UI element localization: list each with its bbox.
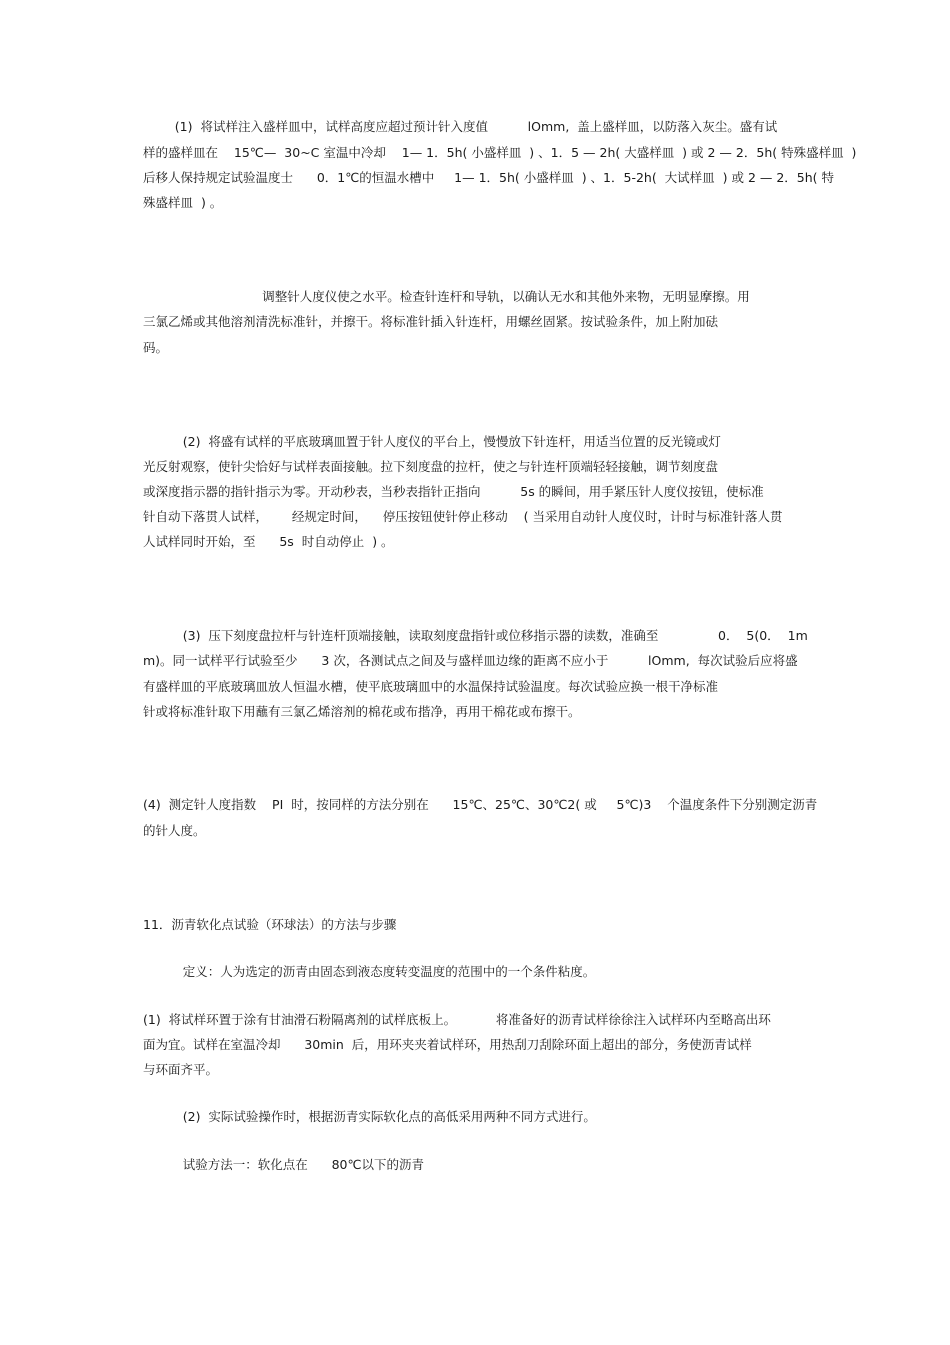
text-line: (2) 实际试验操作时，根据沥青实际软化点的高低采用两种不同方式进行。: [143, 1109, 596, 1124]
text-line: 码。: [143, 340, 169, 355]
text-line: 人试样同时开始，至 5s 时自动停止 ) 。: [143, 534, 394, 549]
text-line: 调整针人度仪使之水平。检查针连杆和导轨，以确认无水和其他外来物，无明显摩擦。用: [143, 289, 750, 304]
text-line: 光反射观察，使针尖恰好与试样表面接触。拉下刻度盘的拉杆，使之与针连杆顶端轻轻接触，调节刻度盘: [143, 459, 719, 474]
text-line: 样的盛样皿在 15℃— 30~C 室温中冷却 1— 1．5h( 小盛样皿 ) 、1．5 — 2h( 大盛样皿 ) 或 2 — 2．5h( 特殊盛样皿 ): [143, 145, 857, 160]
text-line: 殊盛样皿 ) 。: [143, 195, 223, 210]
text-line: 试验方法一：软化点在 80℃以下的沥青: [143, 1157, 425, 1172]
text-line: 面为宜。试样在室温冷却 30min 后，用环夹夹着试样环，用热刮刀刮除环面上超出的部分，务使沥青试样: [143, 1037, 752, 1052]
text-line: 三氯乙烯或其他溶剂清洗标准针，并擦干。将标准针插入针连杆，用螺丝固紧。按试验条件，加上附加砝: [143, 314, 719, 329]
text-line: 针或将标准针取下用蘸有三氯乙烯溶剂的棉花或布揩净，再用干棉花或布擦干。: [143, 704, 581, 719]
section-heading: 11．沥青软化点试验（环球法）的方法与步骤: [143, 917, 397, 932]
text-line: 后移人保持规定试验温度士 0．1℃的恒温水槽中 1— 1．5h( 小盛样皿 ) 、1．5-2h( 大试样皿 ) 或 2 — 2．5h( 特: [143, 170, 835, 185]
text-line: 有盛样皿的平底玻璃皿放人恒温水槽，使平底玻璃皿中的水温保持试验温度。每次试验应换一根干净标准: [143, 679, 719, 694]
definition-line: 定义：人为选定的沥青由固态到液态度转变温度的范围中的一个条件粘度。: [143, 964, 596, 979]
text-line: 针自动下落贯人试样， 经规定时间， 停压按钮使针停止移动 ( 当采用自动针人度仪时，计时与标准针落人贯: [143, 509, 783, 524]
text-line: m)。同一试样平行试验至少 3 次，各测试点之间及与盛样皿边缘的距离不应小于 lOmm, 每次试验后应将盛: [143, 653, 798, 668]
text-line: 的针人度。: [143, 823, 206, 838]
text-line: (2) 将盛有试样的平底玻璃皿置于针人度仪的平台上，慢慢放下针连杆，用适当位置的反光镜或灯: [143, 434, 721, 449]
text-line: 或深度指示器的指针指示为零。开动秒表，当秒表指针正指向 5s 的瞬间，用手紧压针人度仪按钮，使标准: [143, 484, 764, 499]
text-line: (1) 将试样注入盛样皿中，试样高度应超过预计针入度值 lOmm, 盖上盛样皿，以防落入灰尘。盛有试: [143, 119, 778, 134]
text-line: (3) 压下刻度盘拉杆与针连杆顶端接触，读取刻度盘指针或位移指示器的读数，准确至 0． 5(0． 1m: [143, 628, 808, 643]
text-line: (4) 测定针人度指数 PI 时，按同样的方法分别在 15℃、25℃、30℃2( 或 5℃)3 个温度条件下分别测定沥青: [143, 797, 818, 812]
text-line: (1) 将试样环置于涂有甘油滑石粉隔离剂的试样底板上。 将准备好的沥青试样徐徐注入试样环内至略高出环: [143, 1012, 771, 1027]
text-line: 与环面齐平。: [143, 1062, 219, 1077]
